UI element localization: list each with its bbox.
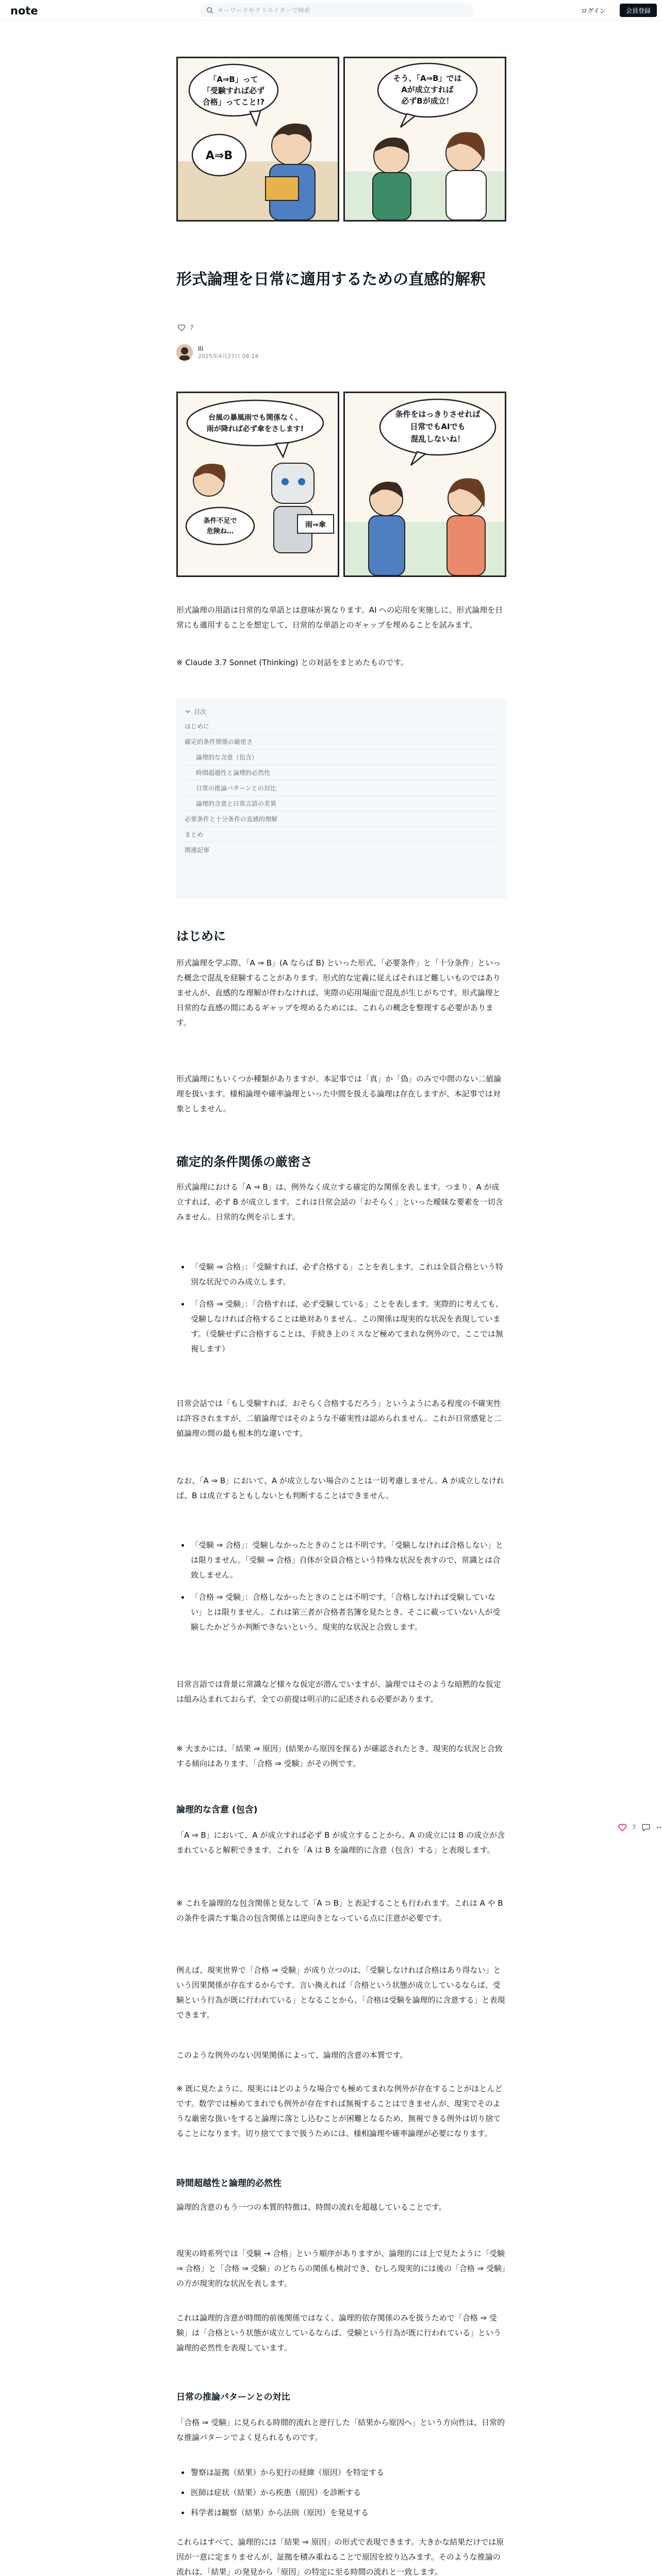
like-count: 7	[190, 324, 194, 331]
search-box[interactable]	[200, 3, 474, 18]
list-item: 「受験 ⇒ 合格」：受験しなかったときのことは不明です。「受験しなければ合格しない」とは限りません。「受験 ⇒ 合格」自体が全員合格という特殊な状況を表すので、常識とは合致しません。	[176, 1538, 506, 1583]
bubble-text: 合格」ってこと!?	[202, 97, 265, 107]
note-logo[interactable]: note	[10, 5, 38, 17]
side-like-count: 7	[632, 1824, 636, 1831]
body-paragraph: 例えば、現実世界で「合格 ⇒ 受験」が成り立つのは、「受験しなければ合格はあり得ない」という因果関係が存在するからです。言い換えれば「合格という状態が成立しているならば、受験という行為が既に行われている」となることから、「合格は受験を論理的に含意する」と表現できます。	[176, 1965, 505, 2020]
bubble-text: 日常でもAIでも	[410, 422, 466, 431]
bullet-list	[176, 2465, 506, 2520]
toc-item[interactable]: 日常の推論パターンとの対比	[185, 781, 498, 796]
toc-header[interactable]	[185, 704, 498, 719]
bubble-text: 混乱しないね！	[410, 434, 465, 444]
body-paragraph: 現実の時系列では「受験 → 合格」という順序がありますが、論理的には上で見たように「受験 ⇒ 合格」と「合格 ⇒ 受験」のどちらの関係も検討でき、むしろ現実的には後の「合格 ⇒ 受験」の方が現実的な状況を表します。	[176, 2249, 506, 2288]
body-paragraph: これは論理的含意が時間的前後関係ではなく、論理的依存関係のみを扱うためで「合格 ⇒ 受験」は「合格という状態が成立しているならば、受験という行為が既に行われている」という論理的必然性を表現しています。	[176, 2313, 502, 2352]
section-heading: 確定的条件関係の厳密さ	[176, 1155, 312, 1169]
table-of-contents	[176, 698, 506, 899]
more-icon[interactable]	[656, 1823, 662, 1832]
bubble-text: 条件不足で	[203, 517, 237, 525]
toc-item[interactable]: 論理的な含意（包含）	[185, 750, 498, 765]
heart-icon[interactable]	[177, 324, 186, 332]
login-button[interactable]: ログイン	[572, 4, 615, 17]
top-navigation-bar	[0, 0, 662, 21]
body-paragraph: このような例外のない因果関係によって、論理的含意の本質です。	[176, 2050, 408, 2060]
section-heading: はじめに	[176, 929, 226, 943]
list-item: 「合格 ⇒ 受験」：合格しなかったときのことは不明です。「合格しなければ受験していない」とは限りません。これは第三者が合格者名簿を見たとき、そこに載っていない人が受験したかどうか判断できないという、現実的な状況と合致します。	[176, 1590, 506, 1635]
comic-illustration-pair	[345, 393, 506, 575]
toc-title: 目次	[194, 708, 207, 716]
toc-item[interactable]: まとめ	[185, 827, 498, 842]
floating-actions	[618, 1823, 662, 1832]
body-paragraph: これらはすべて、論理的には「結果 ⇒ 原因」の形式で表現できます。大きかな結果だけでは原因が一意に定まりませんが、証拠を積み重ねることで原因を絞り込みます。そのような推論の流れは、「結果」の発見から「原因」の特定に至る時間の流れと一致します。	[176, 2537, 504, 2576]
body-paragraph: 論理的含意のもう一つの本質的特徴は、時間の流れを超越していることです。	[176, 2202, 446, 2212]
bubble-text: 「A⇒B」って	[209, 75, 258, 84]
bubble-text: 「受験すれば必ず	[202, 86, 265, 95]
toc-item[interactable]: 論理的含意と日常言語の差異	[185, 796, 498, 811]
comment-icon[interactable]	[641, 1823, 651, 1832]
search-icon	[206, 7, 213, 14]
bubble-text: 必ずBが成立！	[401, 96, 454, 106]
chevron-down-icon	[185, 708, 191, 715]
article-title: 形式論理を日常に適用するための直感的解釈	[176, 270, 486, 289]
signup-button[interactable]: 会員登録	[620, 4, 657, 17]
list-item: 警察は証拠（結果）から犯行の経緯（原因）を特定する	[176, 2465, 506, 2480]
comic-sign-text: A⇒B	[205, 149, 233, 162]
publish-date: 2025年4月27日 08:14	[198, 353, 259, 360]
bullet-list	[176, 1260, 506, 1357]
body-paragraph: 「A ⇒ B」において、A が成立すれば必ず B が成立することから、A の成立には B の成立が含まれていると解釈できます。これを「A は B を論理的に含意（包含）する」と表現します。	[176, 1831, 505, 1855]
bubble-text: 危険ね…	[206, 528, 234, 535]
bubble-text: 台風の暴風雨でも関係なく、	[208, 414, 302, 422]
list-item: 「合格 ⇒ 受験」：「合格すれば、必ず受験している」ことを表します。実際的に考えても、受験しなければ合格することは絶対ありません。この関係は現実的な状況を表現しています。（受験せずに合格することは、手続き上のミスなど極めてまれな例外ので、ここでは無視します）	[176, 1297, 506, 1357]
avatar-image	[176, 344, 193, 361]
like-counter[interactable]	[177, 324, 194, 332]
author-avatar[interactable]	[176, 344, 193, 361]
author-name[interactable]: Ili	[198, 345, 204, 352]
comic-panel-4	[343, 392, 506, 577]
body-comic-image	[176, 392, 506, 577]
body-paragraph: ※ 既に見たように、現実にはどのような場合でも極めてまれな例外が存在することがほとんどです。数学では極めてまれでも例外が存在すれば無視することはできませんが、現実でそのような厳密な扱いをすると論理に落とし込むことが困難となるため、無視できる例外は切り捨てることになります。切り捨ててまで扱うためには、様相論理や確率論理が必要になります。	[176, 2084, 503, 2138]
subsection-heading: 論理的な含意 (包含)	[176, 1805, 258, 1815]
bubble-text: 条件をはっきりさせれば	[395, 410, 481, 419]
bullet-list	[176, 1538, 506, 1635]
toc-item[interactable]: はじめに	[185, 719, 498, 734]
header-comic-image	[176, 57, 506, 222]
subsection-heading: 日常の推論パターンとの対比	[176, 2392, 290, 2402]
comic-panel-1	[176, 57, 339, 222]
toc-item[interactable]: 関連記事	[185, 846, 210, 854]
author-info	[176, 344, 258, 361]
body-paragraph: 形式論理にもいくつか種類がありますが、本記事では「真」か「偽」のみで中間のない二値論理を扱います。様相論理や確率論理といった中間を扱える論理は存在しますが、本記事では対象としません。	[176, 1074, 502, 1113]
intro-paragraph: 形式論理の用語は日常的な単語とは意味が異なります。AI への応用を実施しに、形式論理を日常にも適用することを想定して、日常的な単語とのギャップを埋めることを試みます。	[176, 605, 503, 630]
comic-illustration-robot	[178, 393, 339, 575]
comic-panel-2	[343, 57, 506, 222]
body-paragraph: 「合格 ⇒ 受験」に見られる時間的流れと逆行した「結果から原因へ」という方向性は、日常的な推論パターンでよく見られるものです。	[176, 2418, 505, 2442]
comic-illustration-boy	[178, 58, 339, 220]
comic-panel-3	[176, 392, 339, 577]
comic-illustration-teacher	[345, 58, 506, 220]
body-paragraph: 日常会話では「もし受験すれば、おそらく合格するだろう」というようにある程度の不確実性は許容されますが、二値論理ではそのような不確実性は認められません。これが日常感覚と二値論理の間の最も根本的な違いです。	[176, 1399, 502, 1438]
intro-note: ※ Claude 3.7 Sonnet (Thinking) との対話をまとめたものです。	[176, 658, 408, 667]
heart-icon[interactable]	[618, 1823, 627, 1832]
list-item: 科学者は観察（結果）から法則（原因）を発見する	[176, 2505, 506, 2520]
body-paragraph: ※ 大まかには、「結果 ⇒ 原因」(結果から原因を探る) が確認されたとき、現実的な状況と合致する傾向はあります。「合格 ⇒ 受験」がその例です。	[176, 1744, 503, 1768]
toc-item[interactable]: 必要条件と十分条件の直感的理解	[185, 811, 498, 827]
search-input[interactable]	[218, 7, 465, 14]
body-paragraph: なお、「A ⇒ B」において、A が成立しない場合のことは一切考慮しません。A が成立しなければ、B は成立するともしないとも判断することはできません。	[176, 1476, 504, 1500]
list-item: 「受験 ⇒ 合格」：「受験すれば、必ず合格する」ことを表します。これは全員合格という特別な状況でのみ成立します。	[176, 1260, 506, 1290]
bubble-text: 雨が降れば必ず傘をさします!	[206, 425, 304, 433]
list-item: 医師は症状（結果）から疾患（原因）を診断する	[176, 2485, 506, 2500]
subsection-heading: 時間超越性と論理的必然性	[176, 2178, 282, 2189]
toc-item[interactable]: 確定的条件関係の厳密さ	[185, 734, 498, 750]
body-paragraph: 形式論理における「A ⇒ B」は、例外なく成立する確定的な関係を表します。つまり、A が成立すれば、必ず B が成立します。これは日常会話の「おそらく」といった曖昧な要素を一切含みません。日常的な例を示します。	[176, 1182, 503, 1222]
body-paragraph: 日常言語では背景に常識など様々な仮定が潜んでいますが、論理ではそのような暗黙的な仮定は組み込まれておらず、全ての前提は明示的に記述される必要があります。	[176, 1680, 502, 1704]
toc-item[interactable]: 時間超越性と論理的必然性	[185, 765, 498, 781]
bubble-text: Aが成立すれば	[401, 85, 454, 94]
body-paragraph: ※ これを論理的な包含関係と見なして「A ⊃ B」と表記することも行われます。これは A や B の条件を満たす集合の包含関係とは逆向きとなっている点に注意が必要です。	[176, 1899, 503, 1923]
bubble-text: そう、「A⇒B」では	[393, 74, 462, 83]
body-paragraph: 形式論理を学ぶ際、「A ⇒ B」(A ならば B) といった形式、「必要条件」と「十分条件」といった概念で混乱を経験することがあります。形式的な定義に従えばそれほど難しいものではありませんが、直感的な理解が伴わなければ、実際の応用場面で混乱が生じがちです。形式論理と日常的な直感の間にあるギャップを埋めるためには、これらの概念を整理する必要があります。	[176, 958, 501, 1027]
robot-sign-text: 雨⇒傘	[305, 521, 326, 529]
